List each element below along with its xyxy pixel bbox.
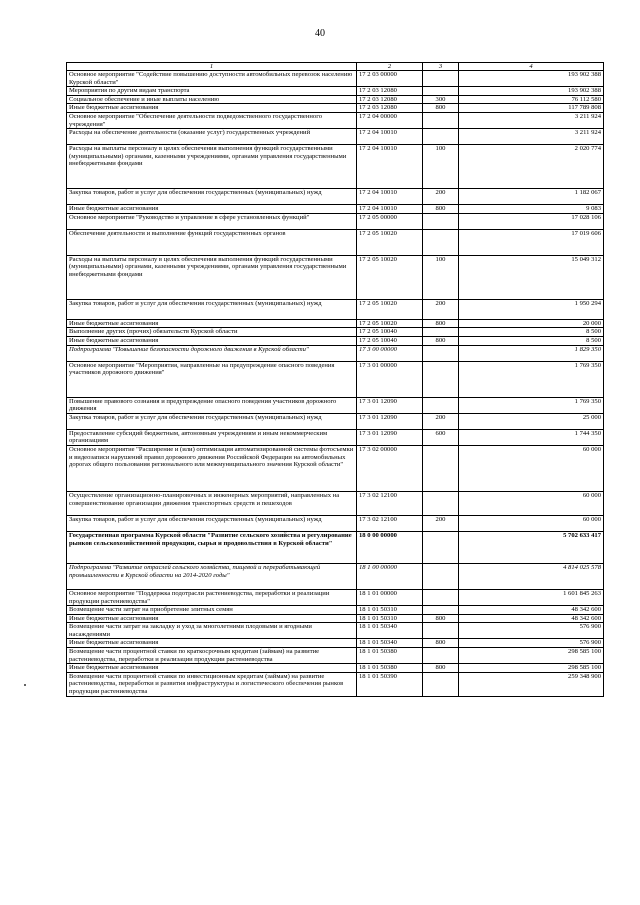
row-kind-cell xyxy=(423,672,459,696)
row-kind-cell: 800 xyxy=(423,319,459,328)
row-code-cell: 17 3 01 12090 xyxy=(357,413,423,429)
row-kind-cell xyxy=(423,112,459,128)
row-code-cell: 17 3 00 00000 xyxy=(357,345,423,361)
table-row xyxy=(67,361,604,397)
row-kind-cell xyxy=(423,531,459,563)
row-kind-cell xyxy=(423,345,459,361)
row-amount-cell: 3 211 924 xyxy=(459,129,604,145)
header-code-column: 2 xyxy=(357,63,423,71)
scan-speck xyxy=(222,361,223,362)
table-row xyxy=(67,87,604,96)
table-row xyxy=(67,213,604,229)
row-kind-cell: 100 xyxy=(423,255,459,299)
row-amount-cell: 259 348 900 xyxy=(459,672,604,696)
row-amount-cell: 8 500 xyxy=(459,328,604,337)
row-name-cell: Возмещение части процентной ставки по краткосрочным кредитам (займам) на развитие растениеводства, переработки и реализации продукции растениеводства xyxy=(67,648,357,664)
table-row xyxy=(67,515,604,531)
row-kind-cell xyxy=(423,328,459,337)
row-amount-cell: 1 182 067 xyxy=(459,189,604,205)
row-kind-cell xyxy=(423,491,459,515)
row-kind-cell xyxy=(423,229,459,255)
row-code-cell: 17 2 05 10020 xyxy=(357,299,423,319)
row-name-cell: Иные бюджетные ассигнования xyxy=(67,336,357,345)
row-code-cell: 18 1 01 50310 xyxy=(357,614,423,623)
row-code-cell: 17 2 05 10040 xyxy=(357,328,423,337)
row-code-cell: 18 0 00 00000 xyxy=(357,531,423,563)
table-row xyxy=(67,531,604,563)
row-amount-cell: 1 769 350 xyxy=(459,361,604,397)
row-kind-cell xyxy=(423,623,459,639)
row-kind-cell: 800 xyxy=(423,336,459,345)
row-code-cell: 17 2 05 10040 xyxy=(357,336,423,345)
row-name-cell: Закупка товаров, работ и услуг для обеспечения государственных (муниципальных) нужд xyxy=(67,413,357,429)
row-name-cell: Основное мероприятие "Обеспечение деятельности подведомственного государственного учреждения" xyxy=(67,112,357,128)
table-row xyxy=(67,255,604,299)
row-code-cell: 17 3 02 12100 xyxy=(357,515,423,531)
row-code-cell: 17 2 04 00000 xyxy=(357,112,423,128)
row-amount-cell: 15 049 312 xyxy=(459,255,604,299)
row-code-cell: 17 2 04 10010 xyxy=(357,189,423,205)
row-code-cell: 17 2 05 10020 xyxy=(357,229,423,255)
row-code-cell: 17 3 02 12100 xyxy=(357,491,423,515)
row-amount-cell: 17 028 106 xyxy=(459,213,604,229)
table-row xyxy=(67,205,604,214)
row-amount-cell: 60 000 xyxy=(459,491,604,515)
row-name-cell: Иные бюджетные ассигнования xyxy=(67,664,357,673)
table-row xyxy=(67,445,604,491)
row-name-cell: Иные бюджетные ассигнования xyxy=(67,104,357,113)
row-kind-cell xyxy=(423,213,459,229)
row-name-cell: Возмещение части затрат на приобретение элитных семян xyxy=(67,606,357,615)
row-name-cell: Иные бюджетные ассигнования xyxy=(67,614,357,623)
row-kind-cell xyxy=(423,71,459,87)
row-name-cell: Расходы на обеспечение деятельности (оказание услуг) государственных учреждений xyxy=(67,129,357,145)
row-amount-cell: 4 814 025 578 xyxy=(459,563,604,589)
row-code-cell: 18 1 01 50310 xyxy=(357,606,423,615)
row-code-cell: 17 2 04 10010 xyxy=(357,205,423,214)
row-name-cell: Обеспечение деятельности и выполнение функций государственных органов xyxy=(67,229,357,255)
row-name-cell: Мероприятия по другим видам транспорта xyxy=(67,87,357,96)
row-name-cell: Основное мероприятие "Руководство и управление в сфере установленных функций" xyxy=(67,213,357,229)
row-name-cell: Осуществление организационно-планировочных и инженерных мероприятий, направленных на совершенствование организации движения транспортных средств и пешеходов xyxy=(67,491,357,515)
row-code-cell: 18 1 01 50340 xyxy=(357,623,423,639)
row-amount-cell: 48 342 600 xyxy=(459,614,604,623)
table-row xyxy=(67,563,604,589)
table-row xyxy=(67,648,604,664)
table-row xyxy=(67,299,604,319)
row-amount-cell: 298 585 100 xyxy=(459,648,604,664)
row-amount-cell: 60 000 xyxy=(459,445,604,491)
table-row xyxy=(67,345,604,361)
row-amount-cell: 298 585 100 xyxy=(459,664,604,673)
row-kind-cell: 200 xyxy=(423,299,459,319)
row-kind-cell xyxy=(423,361,459,397)
table-row xyxy=(67,328,604,337)
row-code-cell: 18 1 01 50390 xyxy=(357,672,423,696)
row-name-cell: Выполнение других (прочих) обязательств Курской области xyxy=(67,328,357,337)
row-kind-cell: 800 xyxy=(423,205,459,214)
row-code-cell: 17 2 03 00000 xyxy=(357,71,423,87)
row-code-cell: 17 2 03 12080 xyxy=(357,104,423,113)
table-row xyxy=(67,672,604,696)
row-code-cell: 17 2 04 10010 xyxy=(357,129,423,145)
row-name-cell: Закупка товаров, работ и услуг для обеспечения государственных (муниципальных) нужд xyxy=(67,189,357,205)
row-code-cell: 17 2 03 12080 xyxy=(357,95,423,104)
row-amount-cell: 1 829 350 xyxy=(459,345,604,361)
table-row xyxy=(67,71,604,87)
row-amount-cell: 20 000 xyxy=(459,319,604,328)
table-row xyxy=(67,606,604,615)
table-row xyxy=(67,112,604,128)
row-kind-cell xyxy=(423,563,459,589)
row-name-cell: Основное мероприятие "Содействие повышению доступности автомобильных перевозок населению Курской области" xyxy=(67,71,357,87)
row-amount-cell: 9 083 xyxy=(459,205,604,214)
row-amount-cell: 17 019 606 xyxy=(459,229,604,255)
row-amount-cell: 2 020 774 xyxy=(459,145,604,189)
row-code-cell: 17 3 01 12090 xyxy=(357,429,423,445)
row-amount-cell: 117 789 808 xyxy=(459,104,604,113)
row-name-cell: Подпрограмма "Повышение безопасности дорожного движения в Курской области" xyxy=(67,345,357,361)
row-amount-cell: 48 342 600 xyxy=(459,606,604,615)
table-row xyxy=(67,397,604,413)
table-row xyxy=(67,491,604,515)
row-name-cell: Повышение правового сознания и предупреждение опасного поведения участников дорожного движения xyxy=(67,397,357,413)
row-name-cell: Иные бюджетные ассигнования xyxy=(67,205,357,214)
row-code-cell: 17 3 01 12090 xyxy=(357,397,423,413)
row-code-cell: 17 2 05 10020 xyxy=(357,255,423,299)
table-header-row xyxy=(67,63,604,71)
row-code-cell: 17 3 01 00000 xyxy=(357,361,423,397)
row-kind-cell: 300 xyxy=(423,95,459,104)
row-name-cell: Государственная программа Курской области "Развитие сельского хозяйства и регулирование рынков сельскохозяйственной продукции, сырья и продовольствия в Курской области" xyxy=(67,531,357,563)
row-code-cell: 17 2 05 00000 xyxy=(357,213,423,229)
row-name-cell: Основное мероприятие "Мероприятия, направленные на предупреждение опасного поведения участников дорожного движения" xyxy=(67,361,357,397)
row-kind-cell xyxy=(423,606,459,615)
row-kind-cell: 800 xyxy=(423,639,459,648)
table-row xyxy=(67,145,604,189)
row-name-cell: Расходы на выплаты персоналу в целях обеспечения выполнения функций государственными (муниципальными) органами, казенными учреждениями, органами управления государственными внебюджетными фондами xyxy=(67,255,357,299)
row-amount-cell: 1 950 294 xyxy=(459,299,604,319)
row-name-cell: Основное мероприятие "Расширение и (или) оптимизация автоматизированной системы фотосъемки и видеозаписи нарушений правил дорожного движения Российской Федерации на автомобильных дорогах общего пользования регионального или межмуниципального значения Курской области" xyxy=(67,445,357,491)
header-name-column: 1 xyxy=(67,63,357,71)
row-code-cell: 18 1 01 00000 xyxy=(357,589,423,605)
row-code-cell: 18 1 00 00000 xyxy=(357,563,423,589)
header-amount-column: 4 xyxy=(459,63,604,71)
page-number: 40 xyxy=(315,28,325,39)
row-amount-cell: 3 211 924 xyxy=(459,112,604,128)
row-amount-cell: 25 000 xyxy=(459,413,604,429)
table-row xyxy=(67,129,604,145)
row-amount-cell: 8 500 xyxy=(459,336,604,345)
budget-table xyxy=(66,62,604,697)
row-code-cell: 17 2 05 10020 xyxy=(357,319,423,328)
table-row xyxy=(67,95,604,104)
row-code-cell: 18 1 01 50380 xyxy=(357,648,423,664)
row-amount-cell: 5 702 633 417 xyxy=(459,531,604,563)
row-amount-cell: 193 902 388 xyxy=(459,87,604,96)
scan-speck xyxy=(24,684,26,686)
table-row xyxy=(67,229,604,255)
budget-table-body xyxy=(67,63,604,697)
row-kind-cell xyxy=(423,129,459,145)
table-row xyxy=(67,664,604,673)
row-name-cell: Закупка товаров, работ и услуг для обеспечения государственных (муниципальных) нужд xyxy=(67,515,357,531)
row-amount-cell: 1 744 350 xyxy=(459,429,604,445)
table-row xyxy=(67,623,604,639)
row-kind-cell xyxy=(423,87,459,96)
header-kind-column: 3 xyxy=(423,63,459,71)
table-row xyxy=(67,614,604,623)
row-code-cell: 18 1 01 50340 xyxy=(357,639,423,648)
row-kind-cell xyxy=(423,397,459,413)
row-code-cell: 17 2 04 10010 xyxy=(357,145,423,189)
table-row xyxy=(67,336,604,345)
row-kind-cell: 200 xyxy=(423,189,459,205)
row-kind-cell: 100 xyxy=(423,145,459,189)
row-name-cell: Иные бюджетные ассигнования xyxy=(67,319,357,328)
row-amount-cell: 576 900 xyxy=(459,623,604,639)
row-amount-cell: 1 769 350 xyxy=(459,397,604,413)
row-kind-cell: 200 xyxy=(423,413,459,429)
row-name-cell: Социальное обеспечение и иные выплаты населению xyxy=(67,95,357,104)
row-code-cell: 17 3 02 00000 xyxy=(357,445,423,491)
row-kind-cell: 200 xyxy=(423,515,459,531)
row-amount-cell: 60 000 xyxy=(459,515,604,531)
row-kind-cell: 800 xyxy=(423,104,459,113)
table-row xyxy=(67,189,604,205)
row-name-cell: Расходы на выплаты персоналу в целях обеспечения выполнения функций государственными (муниципальными) органами, казенными учреждениями, органами управления государственными внебюджетными фондами xyxy=(67,145,357,189)
row-amount-cell: 1 601 845 263 xyxy=(459,589,604,605)
row-kind-cell: 800 xyxy=(423,664,459,673)
table-row xyxy=(67,429,604,445)
row-code-cell: 17 2 03 12080 xyxy=(357,87,423,96)
table-row xyxy=(67,104,604,113)
table-row xyxy=(67,639,604,648)
row-name-cell: Иные бюджетные ассигнования xyxy=(67,639,357,648)
row-name-cell: Предоставление субсидий бюджетным, автономным учреждениям и иным некоммерческим организациям xyxy=(67,429,357,445)
row-amount-cell: 576 900 xyxy=(459,639,604,648)
table-row xyxy=(67,319,604,328)
row-kind-cell: 800 xyxy=(423,614,459,623)
row-kind-cell xyxy=(423,445,459,491)
row-kind-cell: 600 xyxy=(423,429,459,445)
row-name-cell: Возмещение части процентной ставки по инвестиционным кредитам (займам) на развитие растениеводства, переработки и развития инфраструктуры и логистического обеспечения рынков продукции растениеводства xyxy=(67,672,357,696)
row-name-cell: Возмещение части затрат на закладку и уход за многолетними плодовыми и ягодными насаждениями xyxy=(67,623,357,639)
row-name-cell: Подпрограмма "Развитие отраслей сельского хозяйства, пищевой и перерабатывающей промышленности в Курской области на 2014-2020 годы" xyxy=(67,563,357,589)
table-row xyxy=(67,589,604,605)
row-amount-cell: 193 902 388 xyxy=(459,71,604,87)
row-amount-cell: 76 112 580 xyxy=(459,95,604,104)
row-name-cell: Основное мероприятие "Поддержка подотрасли растениеводства, переработки и реализации продукции растениеводства" xyxy=(67,589,357,605)
row-name-cell: Закупка товаров, работ и услуг для обеспечения государственных (муниципальных) нужд xyxy=(67,299,357,319)
row-kind-cell xyxy=(423,589,459,605)
row-code-cell: 18 1 01 50380 xyxy=(357,664,423,673)
row-kind-cell xyxy=(423,648,459,664)
table-row xyxy=(67,413,604,429)
